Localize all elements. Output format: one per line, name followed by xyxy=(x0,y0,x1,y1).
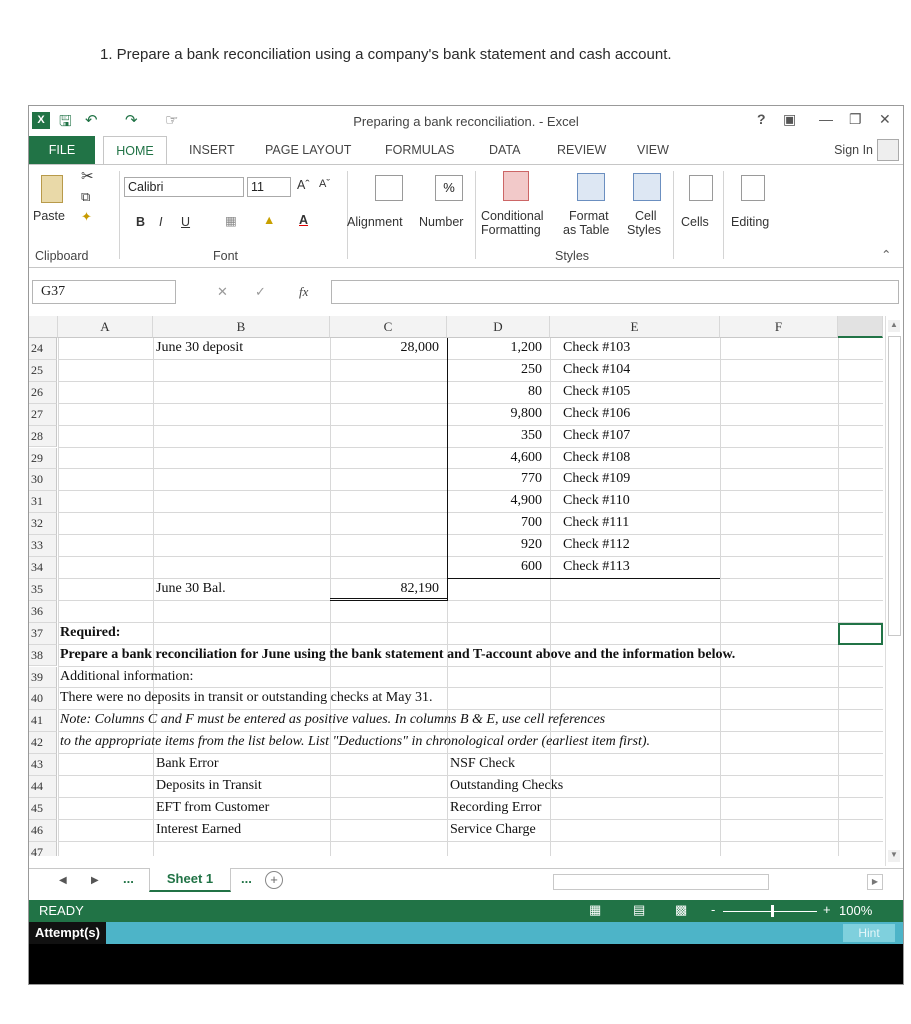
row-header[interactable]: 34 xyxy=(29,557,57,579)
row-header[interactable]: 37 xyxy=(29,623,57,645)
select-all-corner[interactable] xyxy=(29,316,58,338)
undo-icon[interactable]: ↶ xyxy=(85,112,98,129)
column-header-g[interactable] xyxy=(838,316,883,338)
spreadsheet-grid xyxy=(29,316,883,856)
cell-d32[interactable]: 700 xyxy=(521,515,542,531)
zoom-slider-thumb[interactable] xyxy=(771,905,774,917)
row-header[interactable]: 39 xyxy=(29,667,57,689)
tab-review[interactable]: REVIEW xyxy=(557,143,607,157)
cell-b43[interactable]: Bank Error xyxy=(156,756,219,772)
cells-icon[interactable] xyxy=(689,175,713,201)
copy-icon[interactable]: ⧉ xyxy=(81,189,91,204)
cell-styles-icon[interactable] xyxy=(633,173,661,201)
column-header-d[interactable]: D xyxy=(447,316,550,338)
cell-a39[interactable]: Additional information: xyxy=(60,668,194,684)
next-sheet-icon[interactable]: ▶ xyxy=(91,875,99,886)
scroll-down-icon[interactable]: ▼ xyxy=(888,850,900,862)
zoom-slider-track[interactable] xyxy=(723,911,817,912)
cell-a37[interactable]: Required: xyxy=(60,624,121,640)
cell-d44[interactable]: Outstanding Checks xyxy=(450,778,564,793)
tab-formulas[interactable]: FORMULAS xyxy=(385,143,455,157)
more-sheets-right[interactable]: ... xyxy=(241,871,252,886)
cell-a40[interactable]: There were no deposits in transit or outstanding checks at May 31. xyxy=(60,690,433,706)
conditional-formatting-label-2[interactable]: Formatting xyxy=(481,223,541,237)
cell-d24[interactable]: 1,200 xyxy=(510,340,542,355)
row-header[interactable]: 31 xyxy=(29,491,57,513)
hint-button[interactable]: Hint xyxy=(843,924,895,942)
cell-d31[interactable]: 4,900 xyxy=(510,493,542,509)
cell-d28[interactable]: 350 xyxy=(521,427,542,443)
enter-icon[interactable]: ✓ xyxy=(255,284,266,299)
column-header-c[interactable]: C xyxy=(330,316,447,338)
cell-d25[interactable]: 250 xyxy=(521,361,542,377)
page-break-view-icon[interactable]: ▩ xyxy=(675,902,688,917)
instruction-text: 1. Prepare a bank reconciliation using a company's bank statement and cash account. xyxy=(100,46,672,63)
gridline-vertical xyxy=(153,338,154,856)
cell-b45[interactable]: EFT from Customer xyxy=(156,799,270,815)
avatar[interactable] xyxy=(877,139,899,161)
cell-b44[interactable]: Deposits in Transit xyxy=(156,778,262,793)
paste-button[interactable]: Paste xyxy=(33,209,65,223)
zoom-out-button[interactable]: - xyxy=(711,902,716,917)
row-header[interactable]: 36 xyxy=(29,601,57,623)
cell-d45[interactable]: Recording Error xyxy=(450,799,542,815)
row-header[interactable]: 40 xyxy=(29,688,57,710)
row-header[interactable]: 47 xyxy=(29,842,57,856)
sheet-bar xyxy=(29,868,903,898)
gridline-vertical xyxy=(58,338,59,856)
cell-b24[interactable]: June 30 deposit xyxy=(156,340,244,355)
group-styles-label: Styles xyxy=(555,249,590,263)
gridline-vertical xyxy=(838,338,839,856)
group-clipboard-label: Clipboard xyxy=(35,249,89,263)
touch-mode-icon[interactable]: ☞ xyxy=(165,112,179,129)
row-header[interactable]: 26 xyxy=(29,382,57,404)
tab-home[interactable]: HOME xyxy=(103,136,167,165)
tab-view[interactable]: VIEW xyxy=(637,143,669,157)
cell-d33[interactable]: 920 xyxy=(521,537,542,553)
italic-button[interactable]: I xyxy=(159,215,163,229)
format-painter-icon[interactable]: ✦ xyxy=(81,209,92,224)
fill-color-icon[interactable]: ▲ xyxy=(263,213,276,227)
cells-button[interactable]: Cells xyxy=(681,215,709,229)
excel-window xyxy=(28,105,904,985)
cell-d29[interactable]: 4,600 xyxy=(510,449,542,465)
cell-e32[interactable]: Check #111 xyxy=(563,515,630,531)
t-account-underline xyxy=(447,578,720,579)
save-icon[interactable]: 🖫 xyxy=(59,113,72,130)
tab-file[interactable]: FILE xyxy=(29,136,95,164)
zoom-in-button[interactable]: + xyxy=(823,902,831,917)
ribbon-divider xyxy=(723,171,724,259)
font-name-select[interactable]: Calibri xyxy=(124,177,244,197)
alignment-button[interactable]: Alignment xyxy=(347,215,403,229)
footer-bar xyxy=(29,944,903,985)
cell-e25[interactable]: Check #104 xyxy=(563,361,631,377)
row-header[interactable]: 33 xyxy=(29,535,57,557)
vertical-scrollbar[interactable] xyxy=(885,316,903,866)
row-header[interactable]: 38 xyxy=(29,645,57,667)
cell-e33[interactable]: Check #112 xyxy=(563,537,630,553)
cell-d34[interactable]: 600 xyxy=(521,559,542,574)
underline-button[interactable]: U xyxy=(181,215,191,229)
cell-d43[interactable]: NSF Check xyxy=(450,756,515,772)
row-header[interactable]: 30 xyxy=(29,469,57,491)
alignment-icon[interactable] xyxy=(375,175,403,201)
row-header[interactable]: 42 xyxy=(29,732,57,754)
close-icon[interactable]: ✕ xyxy=(879,111,891,127)
scroll-up-icon[interactable]: ▲ xyxy=(888,320,900,332)
cell-e26[interactable]: Check #105 xyxy=(563,383,631,399)
attempts-label: Attempt(s) xyxy=(29,922,106,944)
balance-double-underline xyxy=(330,598,447,599)
cell-e29[interactable]: Check #108 xyxy=(563,449,631,465)
more-sheets-left[interactable]: ... xyxy=(123,871,134,886)
row-header[interactable]: 32 xyxy=(29,513,57,535)
t-account-divider xyxy=(447,338,448,601)
row-header[interactable]: 44 xyxy=(29,776,57,798)
status-bar xyxy=(29,900,903,922)
cell-styles-label[interactable]: Cell xyxy=(635,209,657,223)
format-as-table-label[interactable]: Format xyxy=(569,209,609,223)
attempt-bar xyxy=(29,922,903,944)
ribbon xyxy=(29,164,903,268)
balance-double-underline xyxy=(330,600,447,601)
cell-a38[interactable]: Prepare a bank reconciliation for June using the bank statement and T-account above and the information below. xyxy=(60,646,736,662)
selected-cell-g37[interactable] xyxy=(838,623,883,645)
row-header[interactable]: 41 xyxy=(29,710,57,732)
paste-icon[interactable] xyxy=(41,175,63,203)
format-as-table-label-2[interactable]: as Table xyxy=(563,223,610,237)
cell-d27[interactable]: 9,800 xyxy=(510,405,542,421)
cell-c24[interactable]: 28,000 xyxy=(400,340,439,355)
ribbon-tabs xyxy=(29,136,903,164)
group-font-label: Font xyxy=(213,249,239,263)
cell-c35[interactable]: 82,190 xyxy=(400,580,439,596)
window-title: Preparing a bank reconciliation. - Excel xyxy=(353,114,579,129)
borders-icon[interactable]: ▦ xyxy=(225,214,237,228)
zoom-level[interactable]: 100% xyxy=(839,903,873,918)
scroll-right-icon[interactable]: ▶ xyxy=(867,874,883,890)
gridline-horizontal xyxy=(58,644,883,645)
font-size-select[interactable]: 11 xyxy=(247,177,291,197)
tab-page-layout[interactable]: PAGE LAYOUT xyxy=(265,143,352,157)
title-bar xyxy=(29,106,903,136)
font-color-icon[interactable]: A xyxy=(299,213,309,227)
cut-icon[interactable]: ✂ xyxy=(81,168,94,185)
cell-e27[interactable]: Check #106 xyxy=(563,405,631,421)
formula-bar xyxy=(29,274,903,308)
cell-e34[interactable]: Check #113 xyxy=(563,559,630,574)
gridline-horizontal xyxy=(58,622,883,623)
cell-b35[interactable]: June 30 Bal. xyxy=(156,580,226,596)
row-header[interactable]: 25 xyxy=(29,360,57,382)
conditional-formatting-icon[interactable] xyxy=(503,171,529,201)
column-header-a[interactable]: A xyxy=(58,316,153,338)
cell-d30[interactable]: 770 xyxy=(521,471,542,487)
number-format-icon[interactable]: % xyxy=(435,175,463,201)
ribbon-divider xyxy=(119,171,120,259)
sign-in-link[interactable]: Sign In xyxy=(834,143,873,157)
row-header[interactable]: 27 xyxy=(29,404,57,426)
bold-button[interactable]: B xyxy=(136,215,146,229)
name-box[interactable]: G37 xyxy=(32,280,176,304)
cell-b46[interactable]: Interest Earned xyxy=(156,821,242,837)
scroll-thumb[interactable] xyxy=(888,336,901,636)
gridline-vertical xyxy=(720,338,721,856)
add-sheet-icon[interactable]: + xyxy=(265,871,283,889)
cell-d26[interactable]: 80 xyxy=(528,383,542,399)
prev-sheet-icon[interactable]: ◀ xyxy=(59,875,67,886)
row-header[interactable]: 46 xyxy=(29,820,57,842)
number-button[interactable]: Number xyxy=(419,215,464,229)
redo-icon[interactable]: ↷ xyxy=(125,112,138,129)
ribbon-divider xyxy=(475,171,476,259)
cell-e30[interactable]: Check #109 xyxy=(563,471,631,487)
cell-styles-label-2[interactable]: Styles xyxy=(627,223,662,237)
cell-d46[interactable]: Service Charge xyxy=(450,821,536,837)
column-header-f[interactable]: F xyxy=(720,316,838,338)
excel-icon: X xyxy=(32,112,50,129)
cell-a42[interactable]: to the appropriate items from the list below. List "Deductions" in chronological order (earliest item first). xyxy=(60,734,650,750)
row-header[interactable]: 24 xyxy=(29,338,57,360)
normal-view-icon[interactable]: ▦ xyxy=(589,902,602,917)
row-header[interactable]: 45 xyxy=(29,798,57,820)
ribbon-display-icon[interactable]: ▣ xyxy=(783,111,797,127)
cancel-icon[interactable]: ✕ xyxy=(217,284,228,299)
restore-icon[interactable]: ❐ xyxy=(849,111,862,127)
row-header[interactable]: 29 xyxy=(29,448,57,470)
tab-data[interactable]: DATA xyxy=(489,143,521,157)
grow-font-icon[interactable]: Aˆ xyxy=(297,178,310,192)
horizontal-scrollbar[interactable] xyxy=(553,874,769,890)
minimize-icon[interactable]: — xyxy=(819,111,833,127)
cell-e24[interactable]: Check #103 xyxy=(563,340,631,355)
find-icon[interactable] xyxy=(741,175,765,201)
ribbon-divider xyxy=(673,171,674,259)
editing-button[interactable]: Editing xyxy=(731,215,770,229)
insert-function-icon[interactable]: fx xyxy=(299,284,309,299)
row-header[interactable]: 35 xyxy=(29,579,57,601)
collapse-ribbon-icon[interactable]: ⌃ xyxy=(881,248,892,262)
page-layout-view-icon[interactable]: ▤ xyxy=(633,902,646,917)
format-as-table-icon[interactable] xyxy=(577,173,605,201)
sheet-tab-1[interactable]: Sheet 1 xyxy=(149,868,231,892)
formula-input[interactable] xyxy=(331,280,899,304)
column-header-e[interactable]: E xyxy=(550,316,720,338)
cell-e31[interactable]: Check #110 xyxy=(563,493,630,509)
status-ready: READY xyxy=(39,903,84,918)
cell-e28[interactable]: Check #107 xyxy=(563,427,631,443)
conditional-formatting-label[interactable]: Conditional xyxy=(481,209,544,223)
tab-insert[interactable]: INSERT xyxy=(189,143,235,157)
help-icon[interactable]: ? xyxy=(757,111,766,127)
row-header[interactable]: 28 xyxy=(29,426,57,448)
shrink-font-icon[interactable]: Aˇ xyxy=(319,178,330,190)
row-header[interactable]: 43 xyxy=(29,754,57,776)
column-header-b[interactable]: B xyxy=(153,316,330,338)
cell-a41[interactable]: Note: Columns C and F must be entered as positive values. In columns B & E, use cell references xyxy=(60,712,606,728)
